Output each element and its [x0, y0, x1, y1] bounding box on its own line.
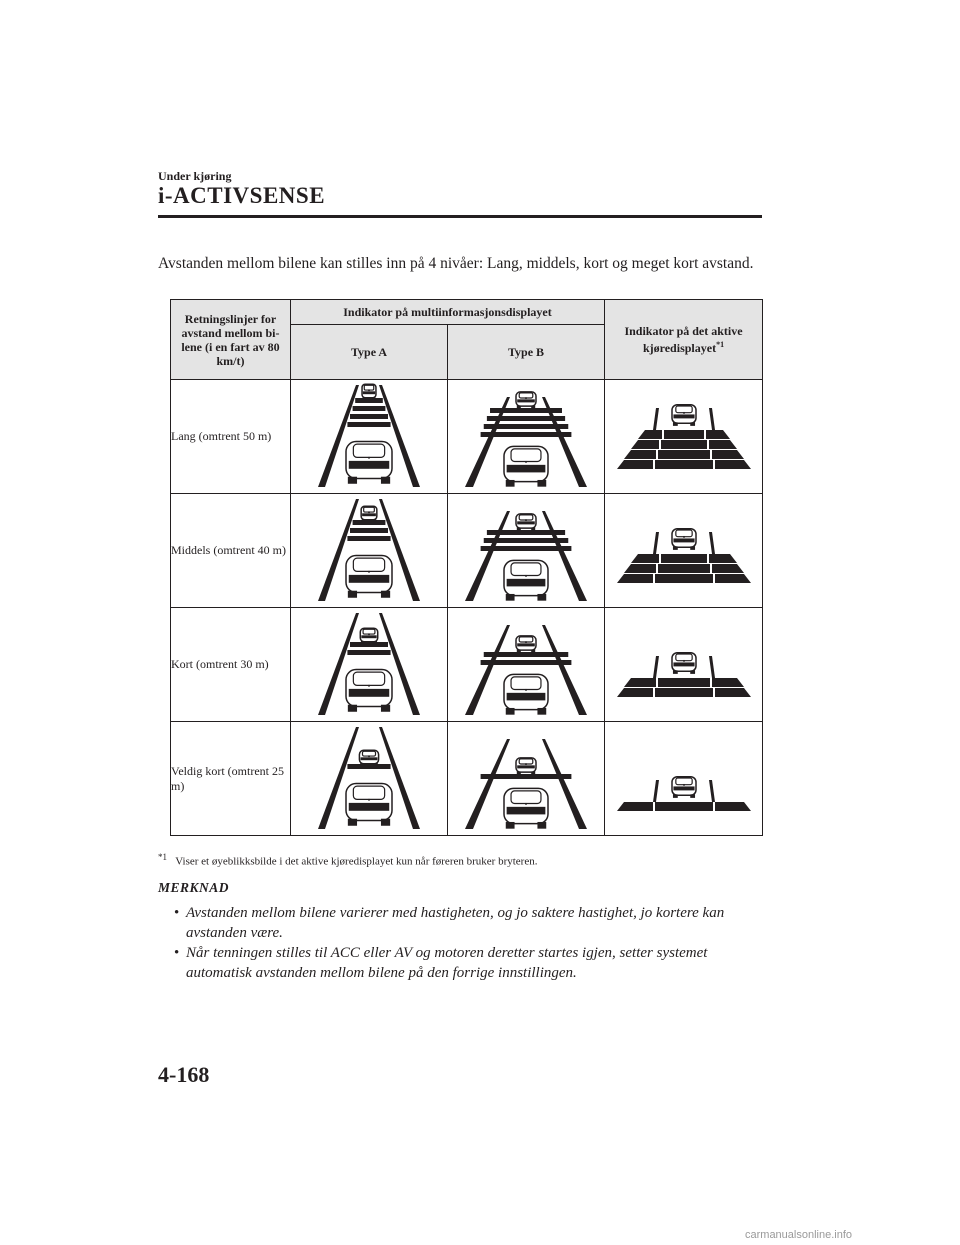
lane-line [542, 739, 587, 829]
lane-line [465, 625, 510, 715]
lane-indicator-a [294, 723, 444, 835]
lane-segment [712, 450, 744, 459]
lane-line [465, 511, 510, 601]
page-number: 4-168 [158, 1062, 210, 1087]
car-rear-icon [361, 506, 377, 521]
lane-segment [709, 440, 737, 449]
list-item: • Når tenningen stilles til ACC eller AV og motoren deretter startes igjen, setter systemet automatisk avstanden mellom bilene på den forrige innstillingen. [174, 945, 708, 981]
note-heading: MERKNAD [158, 880, 230, 895]
lane-bar-icon [350, 414, 388, 419]
lane-indicator-active [609, 495, 759, 607]
lane-bar-icon [658, 450, 710, 459]
lane-bar-icon [355, 398, 383, 403]
active-display-indicator [605, 608, 763, 722]
lane-bar-icon [347, 650, 390, 655]
distance-label: Middels (omtrent 40 m) [171, 494, 291, 608]
active-display-header: Indikator på det aktive kjøredisplayet$^{*1}$ [605, 300, 763, 380]
lane-bar-icon [655, 802, 713, 811]
bullet-icon: • [174, 905, 180, 921]
lane-segment [617, 574, 653, 583]
lane-indicator-a [294, 381, 444, 493]
lane-line [709, 532, 715, 554]
lane-line [709, 408, 715, 430]
multiinfo-header: Indikator på multiinformasjonsdisplayet [291, 300, 605, 325]
guideline-header: Retningslinjer for avstand mellom bi-lene (i en fart av 80 km/t) [171, 300, 291, 380]
lane-bar-icon [484, 424, 569, 429]
lane-bar-icon [487, 530, 565, 535]
car-rear-icon [516, 513, 536, 529]
lane-bar-icon [655, 460, 713, 469]
distance-table [170, 299, 763, 836]
lane-bar-icon [353, 406, 386, 411]
car-rear-icon [672, 528, 696, 549]
lane-bar-icon [481, 546, 572, 551]
lane-bar-icon [661, 440, 707, 449]
lane-segment [709, 554, 737, 563]
active-display-indicator [605, 494, 763, 608]
lane-bar-icon [350, 528, 388, 533]
car-rear-icon [504, 560, 548, 600]
distance-label: Kort (omtrent 30 m) [171, 608, 291, 722]
lane-bar-icon [658, 564, 710, 573]
lane-line [465, 739, 510, 829]
lane-line [653, 408, 659, 430]
lane-bar-icon [481, 660, 572, 665]
active-display-indicator [605, 380, 763, 494]
type-a-indicator [291, 608, 448, 722]
lane-bar-icon [484, 652, 569, 657]
footnote-marker: *1 [716, 340, 725, 349]
car-rear-icon [672, 652, 696, 673]
lane-bar-icon [655, 574, 713, 583]
lane-bar-icon [664, 430, 704, 439]
lane-bar-icon [347, 764, 390, 769]
lane-segment [715, 460, 751, 469]
table-row [171, 722, 763, 836]
distance-label: Lang (omtrent 50 m) [171, 380, 291, 494]
watermark: carmanualsonline.info [745, 1229, 853, 1241]
footnote [158, 852, 537, 868]
lane-line [653, 532, 659, 554]
type-b-indicator [448, 494, 605, 608]
title-rule [158, 215, 762, 218]
table-row [171, 494, 763, 608]
lane-segment [715, 574, 751, 583]
lane-segment [712, 564, 744, 573]
lane-bar-icon [350, 642, 388, 647]
lane-line [542, 511, 587, 601]
lane-bar-icon [353, 520, 386, 525]
intro-paragraph: Avstanden mellom bilene kan stilles inn på 4 nivåer: Lang, middels, kort og meget kort avstand. [158, 255, 754, 272]
lane-segment [715, 802, 751, 811]
car-rear-icon [359, 750, 378, 765]
type-b-indicator [448, 608, 605, 722]
lane-indicator-active [609, 381, 759, 493]
lane-segment [624, 678, 656, 687]
lane-indicator-active [609, 723, 759, 835]
lane-segment [617, 460, 653, 469]
lane-bar-icon [481, 432, 572, 437]
lane-indicator-a [294, 495, 444, 607]
lane-line [709, 780, 715, 802]
lane-line [653, 656, 659, 678]
lane-indicator-a [294, 609, 444, 721]
type-a-indicator [291, 722, 448, 836]
lane-bar-icon [655, 688, 713, 697]
lane-bar-icon [490, 408, 562, 413]
lane-segment [624, 450, 656, 459]
lane-segment [624, 564, 656, 573]
lane-bar-icon [484, 538, 569, 543]
lane-bar-icon [347, 422, 390, 427]
car-rear-icon [516, 635, 536, 651]
lane-segment [617, 802, 653, 811]
lane-indicator-b [451, 495, 601, 607]
lane-bar-icon [347, 536, 390, 541]
car-rear-icon [346, 555, 392, 597]
lane-bar-icon [487, 416, 565, 421]
car-rear-icon [516, 757, 536, 773]
lane-indicator-b [451, 381, 601, 493]
lane-indicator-active [609, 609, 759, 721]
lane-bar-icon [661, 554, 707, 563]
footnote-text: Viser et øyeblikksbilde i det aktive kjøredisplayet kun når føreren bruker bryteren. [175, 855, 538, 868]
car-rear-icon [346, 783, 392, 825]
lane-segment [617, 688, 653, 697]
type-b-indicator [448, 380, 605, 494]
car-rear-icon [360, 628, 377, 643]
type-b-header: Type B [448, 325, 605, 380]
section-heading: Under kjøring [158, 169, 232, 183]
car-rear-icon [346, 441, 392, 483]
lane-segment [631, 554, 659, 563]
lane-segment [715, 688, 751, 697]
lane-bar-icon [481, 774, 572, 779]
table-row [171, 608, 763, 722]
note-list [168, 903, 762, 983]
type-a-indicator [291, 380, 448, 494]
car-rear-icon [362, 384, 376, 399]
lane-line [709, 656, 715, 678]
lane-segment [638, 430, 662, 439]
bullet-icon: • [174, 945, 180, 961]
type-a-header: Type A [291, 325, 448, 380]
table-row [171, 380, 763, 494]
list-item: • Avstanden mellom bilene varierer med hastigheten, og jo saktere hastighet, jo kortere kan avstanden være. [174, 905, 725, 941]
lane-line [542, 625, 587, 715]
lane-indicator-b [451, 609, 601, 721]
type-a-indicator [291, 494, 448, 608]
lane-bar-icon [658, 678, 710, 687]
active-display-indicator [605, 722, 763, 836]
lane-segment [631, 440, 659, 449]
car-rear-icon [504, 788, 548, 828]
lane-line [653, 780, 659, 802]
distance-label: Veldig kort (omtrent 25 m) [171, 722, 291, 836]
type-b-indicator [448, 722, 605, 836]
lane-segment [706, 430, 730, 439]
car-rear-icon [504, 674, 548, 714]
car-rear-icon [346, 669, 392, 711]
car-rear-icon [504, 446, 548, 486]
lane-indicator-b [451, 723, 601, 835]
lane-segment [712, 678, 744, 687]
footnote-marker: *1 [158, 852, 167, 862]
car-rear-icon [672, 404, 696, 425]
car-rear-icon [672, 776, 696, 797]
car-rear-icon [516, 391, 536, 407]
page-title: i-ACTIVSENSE [158, 183, 326, 208]
